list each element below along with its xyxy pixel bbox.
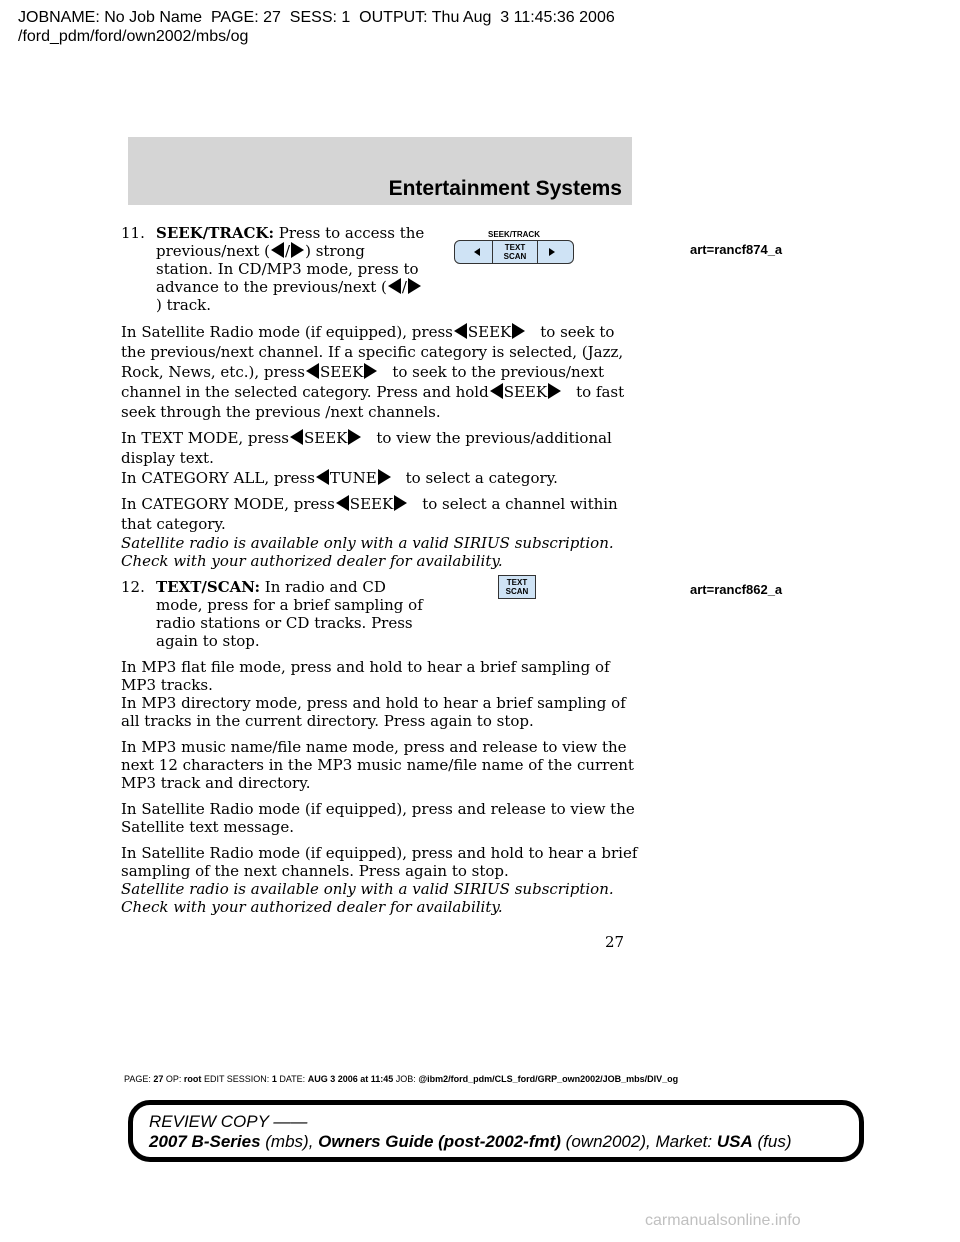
seek-left-icon (474, 248, 480, 256)
seek-label: SEEK (319, 363, 364, 381)
text: to seek to the previous/next channel. If a specific category is selected, (Jazz, Rock, News, etc.), press (121, 323, 624, 381)
arrow-left-icon (388, 278, 401, 294)
text: In CATEGORY MODE, press (121, 495, 335, 513)
arrow-left-icon (454, 323, 467, 339)
arrow-left-icon (336, 495, 349, 511)
arrow-right-icon (394, 495, 407, 511)
item-number: 12. (121, 578, 145, 596)
item-text: In radio and CD mode, press for a brief sampling of radio stations or CD tracks. Press again to stop. (156, 578, 423, 650)
item-text: Press to access the previous/next ( (156, 224, 425, 260)
seek-label: SEEK (349, 495, 394, 513)
item-label: SEEK/TRACK: (156, 224, 274, 242)
paragraph-mp3-name: In MP3 music name/file name mode, press and release to view the next 12 characters in the MP3 music name/file name of the current MP3 track and directory. (121, 738, 634, 792)
market-code: (fus) (757, 1132, 792, 1151)
footer-label: OP: (165, 1074, 182, 1084)
item-number: 11. (121, 224, 145, 242)
paragraph-category-mode (121, 494, 641, 534)
paragraph-text-mode (121, 428, 641, 468)
text: to view the previous/additional display text. (121, 429, 612, 467)
guide-code: (own2002) (565, 1132, 646, 1151)
footer-label: DATE: (279, 1074, 306, 1084)
footer-value: 1 (271, 1074, 277, 1084)
job-header (18, 8, 615, 46)
model-code: (mbs) (265, 1132, 309, 1151)
seek-label: SEEK (503, 383, 548, 401)
section-title: Entertainment Systems (388, 177, 622, 200)
footer-label: EDIT SESSION: (203, 1074, 270, 1084)
arrow-left-icon (306, 363, 319, 379)
note-satellite-1: Satellite radio is available only with a valid SIRIUS subscription. Check with your authorized dealer for availability. (121, 534, 614, 570)
text: to select a channel within that category. (121, 495, 618, 533)
job-header-line1: JOBNAME: No Job Name PAGE: 27 SESS: 1 OUTPUT: Thu Aug 3 11:45:36 2006 (18, 9, 615, 26)
watermark: carmanualsonline.info (645, 1212, 801, 1229)
slash: / (285, 242, 291, 260)
seek-right-icon (549, 248, 555, 256)
footer-value: AUG 3 2006 at 11:45 (307, 1074, 394, 1084)
text: In Satellite Radio mode (if equipped), press (121, 323, 453, 341)
button-text: TEXT (504, 243, 526, 252)
arrow-right-icon (364, 363, 377, 379)
text-scan-illustration (498, 575, 536, 599)
review-line-1: REVIEW COPY —— (149, 1112, 308, 1131)
button-text: SCAN (505, 587, 529, 596)
button-text: SCAN (503, 252, 527, 261)
tune-label: TUNE (329, 469, 377, 487)
paragraph-mp3-flat: In MP3 flat file mode, press and hold to hear a brief sampling of MP3 tracks. (121, 658, 610, 694)
arrow-right-icon (378, 469, 391, 485)
footer-value: @ibm2/ford_pdm/CLS_ford/GRP_own2002/JOB_mbs/DIV_og (418, 1074, 679, 1084)
item-text: ) track. (156, 296, 212, 314)
paragraph-category-all (121, 468, 641, 488)
market: USA (716, 1132, 753, 1151)
paragraph-mp3-directory: In MP3 directory mode, press and hold to hear a brief sampling of all tracks in the current directory. Press again to stop. (121, 694, 626, 730)
item-text: ) strong station. In CD/MP3 mode, press to advance to the previous/next ( (156, 242, 419, 296)
footer-label: PAGE: (124, 1074, 151, 1084)
text: In TEXT MODE, press (121, 429, 289, 447)
item-11 (121, 224, 426, 314)
arrow-right-icon (348, 429, 361, 445)
footer-value: 27 (153, 1074, 164, 1084)
text: to seek to the previous/next channel in the selected category. Press and hold (121, 363, 605, 401)
note-satellite-2: Satellite radio is available only with a valid SIRIUS subscription. Check with your authorized dealer for availability. (121, 880, 614, 916)
footer-info (124, 1074, 678, 1084)
text-scan-button-illustration (492, 240, 538, 264)
paragraph-satellite-text: In Satellite Radio mode (if equipped), press and release to view the Satellite text message. (121, 800, 635, 836)
guide: Owners Guide (post-2002-fmt) (318, 1132, 561, 1151)
art-ref-1: art=rancf874_a (690, 242, 783, 257)
item-label: TEXT/SCAN: (156, 578, 260, 596)
review-line-2: 2007 B-Series (mbs), Owners Guide (post-2002-fmt) (own2002), Market: USA (fus) (149, 1132, 792, 1151)
button-text: TEXT (506, 578, 528, 587)
text: to select a category. (405, 469, 558, 487)
job-header-line2: /ford_pdm/ford/own2002/mbs/og (18, 28, 249, 45)
slash: / (401, 278, 407, 296)
footer-value: root (183, 1074, 202, 1084)
item-12 (121, 578, 426, 650)
arrow-left-icon (316, 469, 329, 485)
seek-label: SEEK (303, 429, 348, 447)
arrow-left-icon (271, 242, 284, 258)
page-number: 27 (605, 933, 625, 951)
market-label: Market: (655, 1132, 713, 1151)
arrow-right-icon (548, 383, 561, 399)
seek-track-illustration (452, 230, 576, 270)
art-ref-2: art=rancf862_a (690, 582, 783, 597)
page-body (121, 224, 641, 922)
section-header-band (128, 137, 632, 205)
paragraph-satellite-hold: In Satellite Radio mode (if equipped), press and hold to hear a brief sampling of the next channels. Press again to stop. (121, 844, 638, 880)
arrow-right-icon (408, 278, 421, 294)
text: In CATEGORY ALL, press (121, 469, 315, 487)
panel-label: SEEK/TRACK (487, 230, 540, 239)
arrow-right-icon (291, 242, 304, 258)
paragraph-satellite-seek (121, 322, 641, 422)
footer-label: JOB: (395, 1074, 416, 1084)
arrow-left-icon (490, 383, 503, 399)
seek-label: SEEK (467, 323, 512, 341)
text: to fast seek through the previous /next channels. (121, 383, 625, 421)
model: 2007 B-Series (149, 1132, 261, 1151)
review-copy-box (128, 1100, 864, 1162)
arrow-left-icon (290, 429, 303, 445)
arrow-right-icon (512, 323, 525, 339)
